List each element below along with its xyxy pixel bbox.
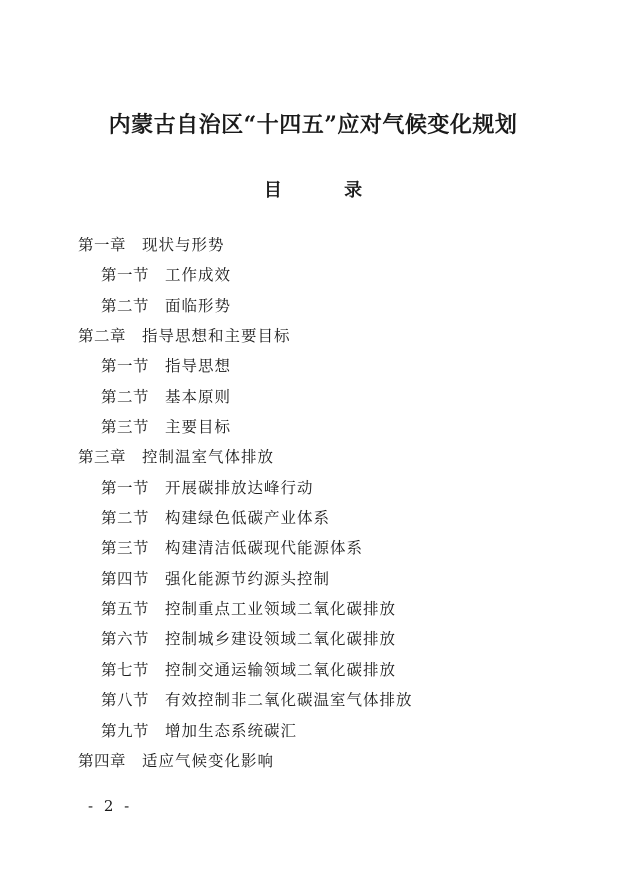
toc-section-entry[interactable] xyxy=(78,655,578,685)
toc-chapter-entry[interactable] xyxy=(78,321,578,351)
toc-entry-number: 第四章 xyxy=(78,751,127,770)
toc-entry-number: 第九节 xyxy=(101,721,150,740)
toc-entry-title: 适应气候变化影响 xyxy=(142,751,275,770)
toc-entry-number: 第二节 xyxy=(101,296,150,315)
toc-entry-title: 有效控制非二氧化碳温室气体排放 xyxy=(165,691,413,710)
toc-section-entry[interactable] xyxy=(78,412,578,442)
toc-section-entry[interactable] xyxy=(78,351,578,381)
toc-entry-title: 控制温室气体排放 xyxy=(142,448,275,467)
toc-entry-number: 第七节 xyxy=(101,660,150,679)
toc-entry-number: 第二章 xyxy=(78,327,127,346)
toc-entry-title: 面临形势 xyxy=(165,296,232,315)
toc-entry-number: 第一节 xyxy=(101,266,150,285)
toc-entry-number: 第二节 xyxy=(101,387,150,406)
toc-section-entry[interactable] xyxy=(78,503,578,533)
toc-chapter-entry[interactable] xyxy=(78,442,578,472)
toc-entry-number: 第三节 xyxy=(101,539,150,558)
toc-entry-title: 构建清洁低碳现代能源体系 xyxy=(165,539,364,558)
toc-entry-title: 开展碳排放达峰行动 xyxy=(165,478,314,497)
toc-entry-title: 基本原则 xyxy=(165,387,232,406)
toc-entry-title: 指导思想 xyxy=(165,357,232,376)
toc-entry-number: 第五节 xyxy=(101,600,150,619)
toc-entry-number: 第六节 xyxy=(101,630,150,649)
toc-entry-title: 构建绿色低碳产业体系 xyxy=(165,509,331,528)
toc-entry-number: 第三章 xyxy=(78,448,127,467)
toc-chapter-entry[interactable] xyxy=(78,746,578,776)
toc-entry-number: 第一章 xyxy=(78,236,127,254)
toc-entry-number: 第三节 xyxy=(101,418,150,437)
table-of-contents xyxy=(78,230,578,776)
toc-entry-title: 主要目标 xyxy=(165,418,232,437)
toc-section-entry[interactable] xyxy=(78,716,578,746)
toc-entry-title: 控制城乡建设领域二氧化碳排放 xyxy=(165,630,397,649)
toc-section-entry[interactable] xyxy=(78,291,578,321)
toc-entry-number: 第四节 xyxy=(101,569,150,588)
toc-entry-title: 控制交通运输领域二氧化碳排放 xyxy=(165,660,397,679)
toc-entry-title: 指导思想和主要目标 xyxy=(142,327,291,346)
toc-entry-title: 现状与形势 xyxy=(142,236,225,254)
toc-chapter-entry[interactable] xyxy=(78,230,578,260)
toc-entry-title: 增加生态系统碳汇 xyxy=(165,721,298,740)
toc-entry-title: 强化能源节约源头控制 xyxy=(165,569,331,588)
toc-heading: 目 录 xyxy=(263,180,391,201)
toc-section-entry[interactable] xyxy=(78,685,578,715)
toc-entry-title: 控制重点工业领域二氧化碳排放 xyxy=(165,600,397,619)
toc-section-entry[interactable] xyxy=(78,260,578,290)
toc-section-entry[interactable] xyxy=(78,564,578,594)
toc-section-entry[interactable] xyxy=(78,382,578,412)
toc-entry-title: 工作成效 xyxy=(165,266,232,285)
toc-section-entry[interactable] xyxy=(78,594,578,624)
toc-entry-number: 第二节 xyxy=(101,509,150,528)
toc-entry-number: 第一节 xyxy=(101,478,150,497)
toc-section-entry[interactable] xyxy=(78,473,578,503)
page-number: - 2 - xyxy=(88,797,133,815)
toc-entry-number: 第一节 xyxy=(101,357,150,376)
toc-entry-number: 第八节 xyxy=(101,691,150,710)
toc-section-entry[interactable] xyxy=(78,624,578,654)
document-title: 内蒙古自治区“十四五”应对气候变化规划 xyxy=(108,112,518,138)
toc-section-entry[interactable] xyxy=(78,533,578,563)
